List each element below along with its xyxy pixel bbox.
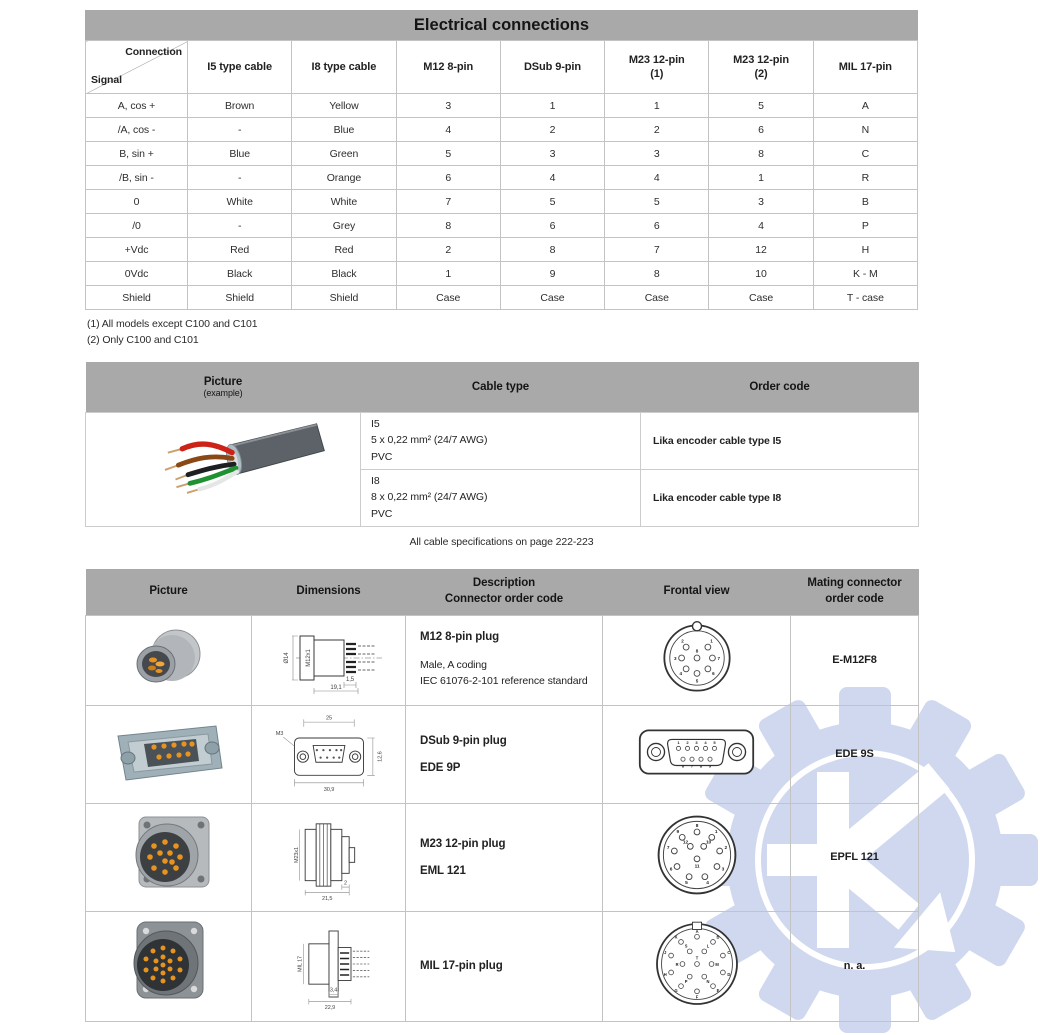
pin-label: 6 xyxy=(711,670,715,676)
cell: T - case xyxy=(813,286,917,310)
m23-dimensions-cell xyxy=(252,803,406,911)
signal-label: /0 xyxy=(86,214,188,238)
connector-row-dsub xyxy=(86,705,919,803)
m23-photo-cell xyxy=(86,803,252,911)
signal-label: /A, cos - xyxy=(86,118,188,142)
cell: 1 xyxy=(396,262,500,286)
pin-label: B xyxy=(715,934,719,940)
cell: 2 xyxy=(396,238,500,262)
connector-table xyxy=(85,569,919,1022)
dim-label: Ø14 xyxy=(283,651,290,664)
cell: 10 xyxy=(709,262,813,286)
dsub-mating-code: EDE 9S xyxy=(791,705,919,803)
pin-label: 6 xyxy=(681,762,685,768)
pin-label: T xyxy=(695,954,698,960)
mil-mating-code: n. a. xyxy=(791,911,919,1021)
cell: 9 xyxy=(500,262,604,286)
cell: 3 xyxy=(709,190,813,214)
footnote-2: (2) Only C100 and C101 xyxy=(87,333,199,346)
dim-label: M23x1 xyxy=(293,846,300,863)
header-description-line1: Description xyxy=(472,576,536,589)
connector-note: Male, A coding xyxy=(420,658,487,671)
mil-dimension-drawing xyxy=(274,915,384,1013)
column-label: M23 12-pin xyxy=(733,53,789,66)
connector-title: M23 12-pin plug xyxy=(420,837,506,850)
header-cable-type: Cable type xyxy=(361,362,641,413)
m23-photo xyxy=(109,809,229,901)
header-description-line2: Connector order code xyxy=(444,592,564,605)
signal-label: A, cos + xyxy=(86,94,188,118)
cell: Yellow xyxy=(292,94,396,118)
column-sub: (2) xyxy=(754,68,768,80)
cell: 1 xyxy=(605,94,709,118)
dsub-dimensions-cell xyxy=(252,705,406,803)
pin-label: 1 xyxy=(709,638,713,644)
cable-photo xyxy=(121,420,326,516)
header-picture xyxy=(86,362,361,413)
cable-name: I8 xyxy=(371,475,380,488)
pin-label: 9 xyxy=(676,829,679,835)
cell: 8 xyxy=(709,142,813,166)
m23-frontal-cell xyxy=(603,803,791,911)
cell: 12 xyxy=(709,238,813,262)
cell: Shield xyxy=(188,286,292,310)
page-content xyxy=(85,10,918,1022)
connector-order-code: EDE 9P xyxy=(420,761,461,774)
m12-photo xyxy=(114,622,224,694)
pin-label: 11 xyxy=(694,863,699,869)
cable-row-i5 xyxy=(86,412,919,469)
section-title-electrical-connections: Electrical connections xyxy=(85,10,918,40)
column-header-m23-2 xyxy=(709,41,813,94)
table-row xyxy=(86,118,918,142)
dsub-photo-cell xyxy=(86,705,252,803)
electrical-connections-table xyxy=(85,40,918,310)
column-label: M12 8-pin xyxy=(423,60,474,73)
dsub-photo xyxy=(104,714,234,790)
connector-row-m23 xyxy=(86,803,919,911)
mil-dimensions-cell xyxy=(252,911,406,1021)
pin-label: 3 xyxy=(695,739,698,745)
pin-label: 7 xyxy=(666,845,669,851)
cell: 8 xyxy=(605,262,709,286)
connector-title: MIL 17-pin plug xyxy=(420,960,503,972)
pin-label: 8 xyxy=(695,648,698,654)
cable-spec: 8 x 0,22 mm² (24/7 AWG) xyxy=(371,491,488,504)
pin-label: 2 xyxy=(680,638,684,644)
column-header-mil xyxy=(813,41,917,94)
pin-label: 10 xyxy=(705,839,711,845)
cell: Case xyxy=(709,286,813,310)
corner-cell xyxy=(86,41,188,94)
dim-label: 25 xyxy=(325,714,332,721)
m12-dimensions-cell xyxy=(252,615,406,705)
cell: Red xyxy=(292,238,396,262)
table-row xyxy=(86,142,918,166)
cell: R xyxy=(813,166,917,190)
cell: 8 xyxy=(500,238,604,262)
column-header-dsub xyxy=(500,41,604,94)
cell: Brown xyxy=(188,94,292,118)
m12-mating-code: E-M12F8 xyxy=(791,615,919,705)
cell: 2 xyxy=(605,118,709,142)
cell: 3 xyxy=(396,94,500,118)
header-picture: Picture xyxy=(86,569,252,616)
m12-frontal-cell xyxy=(603,615,791,705)
signal-label: +Vdc xyxy=(86,238,188,262)
cell: 4 xyxy=(605,166,709,190)
cell: N xyxy=(813,118,917,142)
column-label: I8 type cable xyxy=(311,60,377,73)
cell: Blue xyxy=(188,142,292,166)
cell: 6 xyxy=(709,118,813,142)
cable-spec: 5 x 0,22 mm² (24/7 AWG) xyxy=(371,434,488,447)
column-label: I5 type cable xyxy=(207,60,272,73)
mil-photo xyxy=(109,916,229,1012)
column-sub: (1) xyxy=(650,68,664,80)
column-label: DSub 9-pin xyxy=(523,60,582,73)
table-row xyxy=(86,286,918,310)
connector-note: IEC 61076-2-101 reference standard xyxy=(420,674,588,687)
cell: - xyxy=(188,166,292,190)
signal-label: 0 xyxy=(86,190,188,214)
cable-header-row xyxy=(86,362,919,413)
cell: Case xyxy=(396,286,500,310)
connector-title: M12 8-pin plug xyxy=(420,630,500,643)
footnotes xyxy=(87,317,918,349)
table-row xyxy=(86,214,918,238)
cell: White xyxy=(292,190,396,214)
dim-label: 19,1 xyxy=(329,684,342,691)
cell: 1 xyxy=(709,166,813,190)
cell: - xyxy=(188,118,292,142)
pin-label: 9 xyxy=(708,762,712,768)
dim-label: 21,5 xyxy=(321,895,332,902)
pin-label: A xyxy=(695,928,698,934)
pin-label: 1 xyxy=(677,739,680,745)
dim-label: 12,6 xyxy=(376,750,383,762)
pin-label: 4 xyxy=(678,670,682,676)
pin-label: 8 xyxy=(699,762,703,768)
mil-frontal-cell xyxy=(603,911,791,1021)
signal-label: 0Vdc xyxy=(86,262,188,286)
footnote-1: (1) All models except C100 and C101 xyxy=(87,318,258,330)
table-row xyxy=(86,262,918,286)
pin-label: 3 xyxy=(721,866,724,872)
mil-photo-cell xyxy=(86,911,252,1021)
table-row xyxy=(86,166,918,190)
cable-specifications-caption: All cable specifications on page 222-223 xyxy=(409,535,594,548)
m23-mating-code: EPFL 121 xyxy=(791,803,919,911)
header-picture-label: Picture xyxy=(203,375,243,388)
pin-label: D xyxy=(726,971,730,977)
m23-description-cell xyxy=(406,803,603,911)
pin-label: 4 xyxy=(704,739,707,745)
cell: White xyxy=(188,190,292,214)
connector-order-code: EML 121 xyxy=(420,864,466,877)
cell: 2 xyxy=(500,118,604,142)
mil-frontal-view-icon xyxy=(647,914,747,1014)
dim-label: M12x1 xyxy=(305,648,312,667)
dim-label: M3 xyxy=(275,730,283,737)
cable-type-cell xyxy=(361,412,641,469)
table-row xyxy=(86,190,918,214)
dim-label: 1,5 xyxy=(345,676,354,683)
cable-sheath: PVC xyxy=(371,450,393,463)
m12-photo-cell xyxy=(86,615,252,705)
header-mating-line1: Mating connector xyxy=(807,576,902,589)
cell: Grey xyxy=(292,214,396,238)
pin-label: 5 xyxy=(713,739,716,745)
pin-label: L xyxy=(706,943,709,949)
header-description xyxy=(406,569,603,616)
cell: 3 xyxy=(605,142,709,166)
column-label: M23 12-pin xyxy=(628,53,685,66)
dsub-frontal-cell xyxy=(603,705,791,803)
pin-label: R xyxy=(675,961,678,967)
cell: 6 xyxy=(396,166,500,190)
cell: Black xyxy=(292,262,396,286)
column-header-i8 xyxy=(292,41,396,94)
dim-label: 3,4 xyxy=(329,987,337,993)
header-order-code: Order code xyxy=(641,362,919,413)
m12-frontal-view-icon xyxy=(647,619,747,697)
cell: Orange xyxy=(292,166,396,190)
pin-label: 2 xyxy=(686,739,689,745)
cell: - xyxy=(188,214,292,238)
pin-label: H xyxy=(663,971,667,977)
column-label: MIL 17-pin xyxy=(838,60,892,73)
cell: 6 xyxy=(500,214,604,238)
dsub-description-cell xyxy=(406,705,603,803)
dim-label: 30,9 xyxy=(323,786,334,793)
cell: P xyxy=(813,214,917,238)
cell: Shield xyxy=(292,286,396,310)
cable-name: I5 xyxy=(371,418,380,431)
cell: Case xyxy=(500,286,604,310)
column-header-i5 xyxy=(188,41,292,94)
dim-label: 22,9 xyxy=(324,1004,335,1011)
corner-connection-label: Connection xyxy=(125,46,182,58)
pin-label: 1 xyxy=(714,829,717,835)
cell: K - M xyxy=(813,262,917,286)
cable-order-cell: Lika encoder cable type I8 xyxy=(641,469,919,526)
connector-header-row xyxy=(86,569,919,616)
cell: C xyxy=(813,142,917,166)
cell: 1 xyxy=(500,94,604,118)
header-picture-sub: (example) xyxy=(203,387,243,398)
pin-label: 3 xyxy=(673,655,676,661)
pin-label: F xyxy=(695,994,698,1000)
m12-dimension-drawing xyxy=(270,618,388,698)
pin-label: G xyxy=(674,987,678,993)
connector-title: DSub 9-pin plug xyxy=(420,734,507,747)
pin-label: 5 xyxy=(695,677,698,683)
cell: Case xyxy=(605,286,709,310)
dim-label: MIL 17 xyxy=(297,955,303,972)
dim-label: 2 xyxy=(343,879,347,886)
pin-label: C xyxy=(726,949,730,955)
column-header-m12 xyxy=(396,41,500,94)
cell: 7 xyxy=(605,238,709,262)
cell: 5 xyxy=(396,142,500,166)
cable-type-table xyxy=(85,362,919,527)
pin-label: N xyxy=(705,978,709,984)
pin-label: E xyxy=(716,987,719,993)
pin-label: J xyxy=(663,949,666,955)
dsub-frontal-view-icon xyxy=(629,716,764,788)
pin-label: P xyxy=(684,978,687,984)
pin-label: 4 xyxy=(705,880,709,886)
cable-sheath: PVC xyxy=(371,507,393,520)
header-mating-line2: order code xyxy=(825,592,884,605)
column-header-m23-1 xyxy=(605,41,709,94)
mil-description-cell xyxy=(406,911,603,1021)
pin-label: K xyxy=(674,934,678,940)
pin-label: 12 xyxy=(682,839,688,845)
corner-signal-label: Signal xyxy=(91,74,122,87)
table-row xyxy=(86,238,918,262)
connector-row-m12 xyxy=(86,615,919,705)
cell: Red xyxy=(188,238,292,262)
pin-label: 5 xyxy=(684,880,688,886)
pin-label: M xyxy=(714,961,719,967)
cell: 5 xyxy=(500,190,604,214)
signal-label: Shield xyxy=(86,286,188,310)
signal-label: /B, sin - xyxy=(86,166,188,190)
cell: 5 xyxy=(605,190,709,214)
pin-label: 7 xyxy=(717,655,720,661)
cell: 7 xyxy=(396,190,500,214)
pin-label: 8 xyxy=(695,823,698,829)
pin-label: 2 xyxy=(724,845,727,851)
cell: Black xyxy=(188,262,292,286)
cell: 6 xyxy=(605,214,709,238)
cell: 4 xyxy=(500,166,604,190)
connector-row-mil xyxy=(86,911,919,1021)
cell: 4 xyxy=(396,118,500,142)
cable-order-cell: Lika encoder cable type I5 xyxy=(641,412,919,469)
m12-description-cell xyxy=(406,615,603,705)
pin-label: 6 xyxy=(669,866,672,872)
cell: 3 xyxy=(500,142,604,166)
m23-dimension-drawing xyxy=(274,806,384,904)
header-dimensions: Dimensions xyxy=(252,569,406,616)
cell: H xyxy=(813,238,917,262)
cell: B xyxy=(813,190,917,214)
cell: 8 xyxy=(396,214,500,238)
cable-photo-cell xyxy=(86,412,361,526)
cell: Green xyxy=(292,142,396,166)
connections-header-row xyxy=(86,41,918,94)
signal-label: B, sin + xyxy=(86,142,188,166)
dsub-dimension-drawing xyxy=(259,708,399,796)
table-row xyxy=(86,94,918,118)
cell: A xyxy=(813,94,917,118)
cell: Blue xyxy=(292,118,396,142)
header-mating-connector xyxy=(791,569,919,616)
cable-type-cell xyxy=(361,469,641,526)
pin-label: S xyxy=(684,943,687,949)
header-frontal-view: Frontal view xyxy=(603,569,791,616)
cell: 4 xyxy=(709,214,813,238)
m23-frontal-view-icon xyxy=(649,807,745,903)
cell: 5 xyxy=(709,94,813,118)
pin-label: 7 xyxy=(690,762,694,768)
